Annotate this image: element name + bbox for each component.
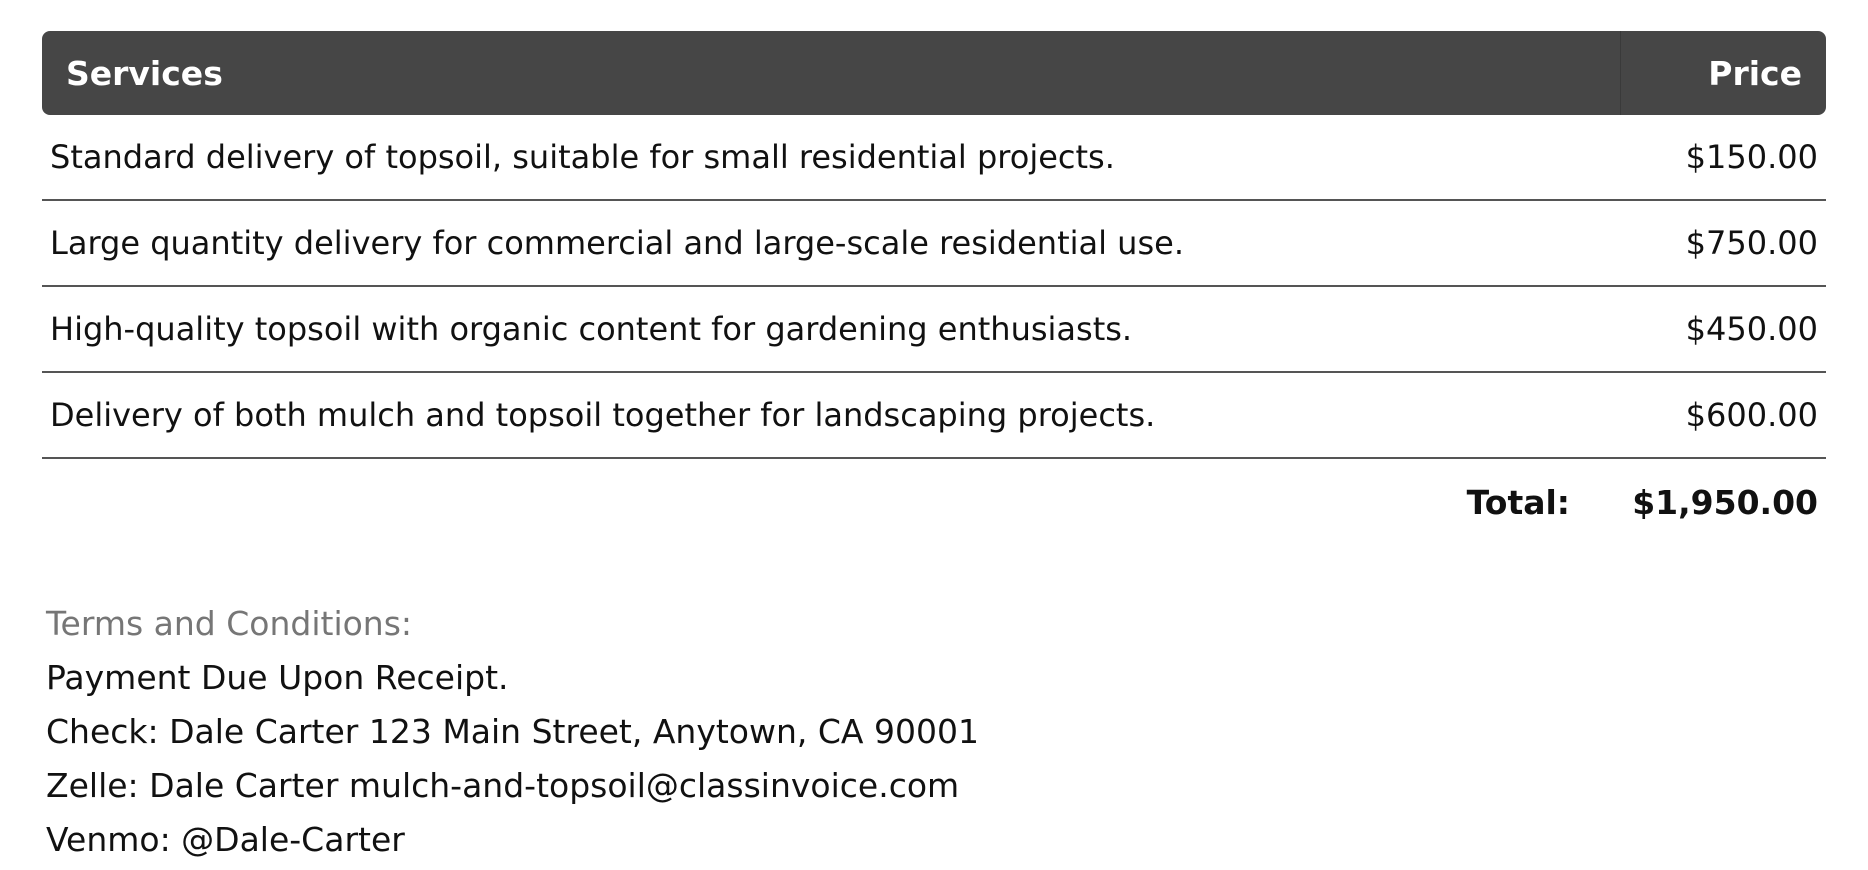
table-row: [42, 373, 1826, 459]
services-table-header: [42, 31, 1826, 115]
invoice-page: [42, 31, 1826, 867]
total-value: $1,950.00: [1632, 482, 1818, 522]
service-description: High-quality topsoil with organic content for gardening enthusiasts.: [42, 287, 1620, 373]
service-price: $600.00: [1620, 373, 1826, 459]
header-row: [42, 31, 1826, 115]
services-table: [42, 31, 1826, 545]
terms-line-check: Check: Dale Carter 123 Main Street, Anytown, CA 90001: [46, 712, 979, 751]
service-description: Large quantity delivery for commercial and large-scale residential use.: [42, 201, 1620, 287]
table-row: [42, 201, 1826, 287]
service-price: $150.00: [1620, 115, 1826, 201]
terms-line-venmo: Venmo: @Dale-Carter: [46, 820, 405, 859]
terms-title: Terms and Conditions:: [46, 604, 413, 643]
terms-line-zelle: Zelle: Dale Carter mulch-and-topsoil@classinvoice.com: [46, 766, 960, 805]
service-price: $750.00: [1620, 201, 1826, 287]
service-description: Standard delivery of topsoil, suitable for small residential projects.: [42, 115, 1620, 201]
total-row: [42, 459, 1826, 545]
terms-line-payment: Payment Due Upon Receipt.: [46, 658, 509, 697]
service-description: Delivery of both mulch and topsoil together for landscaping projects.: [42, 373, 1620, 459]
terms-section: [42, 597, 1826, 867]
table-row: [42, 115, 1826, 201]
services-table-body: [42, 115, 1826, 459]
price-column-header: Price: [1620, 31, 1826, 115]
table-row: [42, 287, 1826, 373]
service-price: $450.00: [1620, 287, 1826, 373]
total-label: Total:: [1466, 482, 1570, 522]
services-table-footer: [42, 459, 1826, 545]
services-column-header: Services: [42, 31, 1620, 115]
